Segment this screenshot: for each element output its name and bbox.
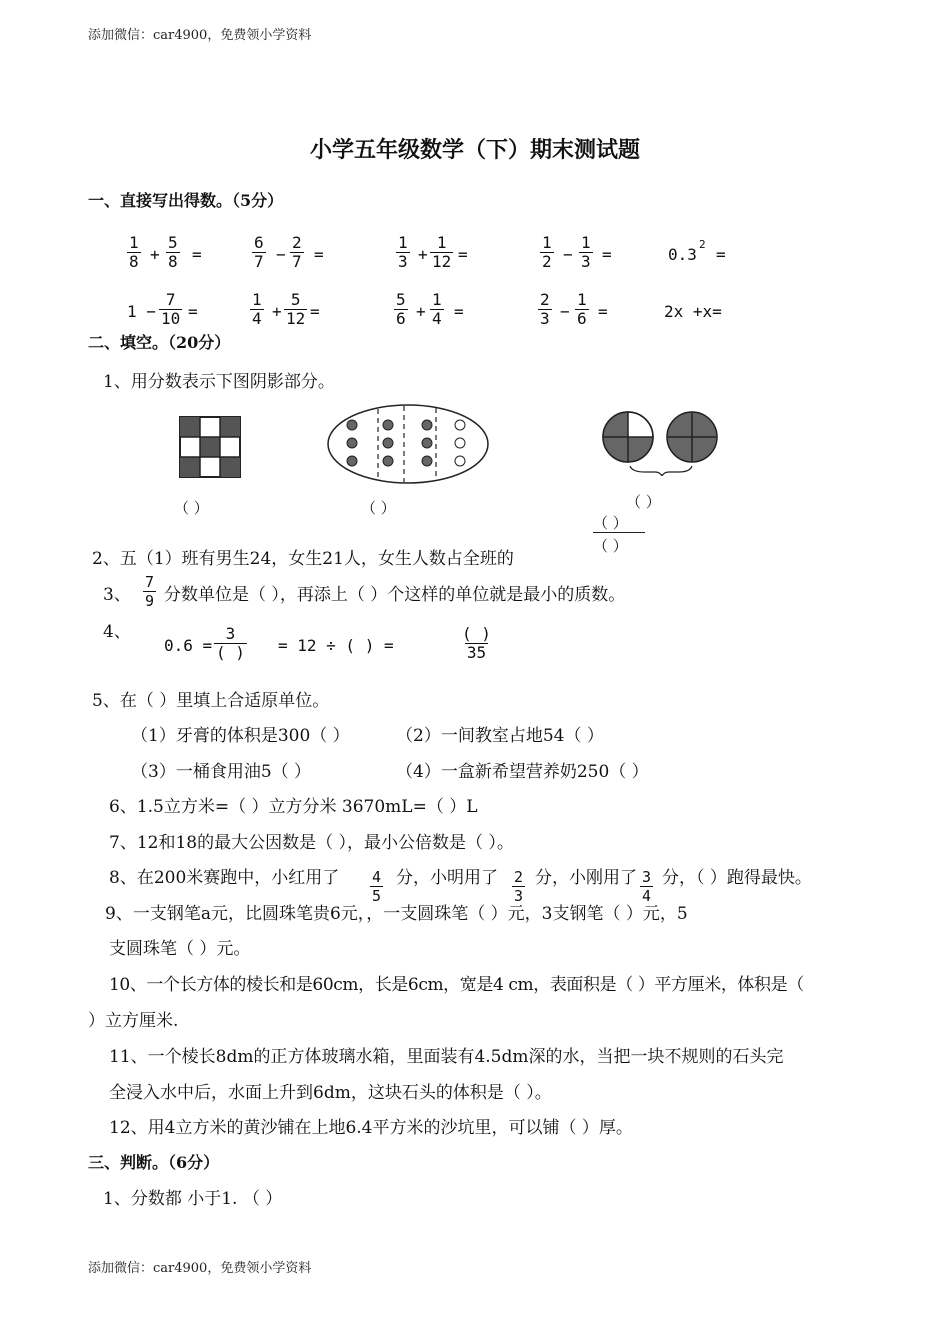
fraction: $\frac{2}{3}$ <box>514 868 524 905</box>
question-2-7: 7、12和18的最大公因数是（ ），最小公倍数是（ ）。 <box>109 833 514 853</box>
section3-heading: 三、判断。（6分） <box>88 1153 220 1172</box>
question-2-10-line2: ）立方厘米. <box>88 1011 179 1031</box>
section2-heading: 二、填空。（20分） <box>88 333 231 352</box>
fraction: $\frac{2}{3}$ <box>540 290 550 328</box>
fraction: $\frac{5}{8}$ <box>168 233 178 271</box>
fraction: $\frac{1}{12}$ <box>432 233 452 271</box>
fraction: $\frac{5}{6}$ <box>396 290 406 328</box>
question-2-9-line1: 9、一支钢笔a元，比圆珠笔贵6元，，一支圆珠笔（ ）元，3支钢笔（ ）元，5 <box>105 904 688 924</box>
fraction: $\frac{1}{2}$ <box>542 233 552 271</box>
fraction: $\frac{4}{5}$ <box>372 868 382 905</box>
header-note: 添加微信：car4900，免费领小学资料 <box>88 28 312 43</box>
q4-middle: = 12 ÷ ( ) = <box>278 636 394 655</box>
question-2-1: 1、用分数表示下图阴影部分。 <box>103 372 335 392</box>
question-2-9-line2: 支圆珠笔（ ）元。 <box>109 939 251 959</box>
question-2-5-4: （4）一盒新希望营养奶250（ ） <box>396 762 649 782</box>
footer-note: 添加微信：car4900，免费领小学资料 <box>88 1261 312 1276</box>
page-title: 小学五年级数学（下）期末测试题 <box>309 137 640 163</box>
fraction: $\frac{1}{8}$ <box>129 233 139 271</box>
question-2-5: 5、在（ ）里填上合适原单位。 <box>92 691 330 711</box>
fraction: $\frac{6}{7}$ <box>254 233 264 271</box>
question-2-11-line1: 11、一个棱长8dm的正方体玻璃水箱，里面装有4.5dm深的水，当把一块不规则的石头完 <box>109 1047 784 1067</box>
fraction-blank-den[interactable]: （ ） <box>593 537 628 555</box>
question-2-5-1: （1）牙膏的体积是300（ ） <box>131 726 350 746</box>
answer-blank[interactable]: （ ） <box>361 499 396 517</box>
fraction: $\frac{7}{9}$ <box>145 573 155 610</box>
two-circles-figure <box>600 408 722 476</box>
answer-blank[interactable]: （ ） <box>626 493 661 511</box>
question-2-3-number: 3、 <box>103 585 131 605</box>
question-2-11-line2: 全浸入水中后，水面上升到6dm，这块石头的体积是（ ）。 <box>109 1083 552 1103</box>
ellipse-dots-figure <box>326 403 490 485</box>
fraction: $\frac{1}{4}$ <box>252 290 262 328</box>
fraction: $\frac{3}{4}$ <box>642 868 652 905</box>
question-2-5-2: （2）一间教室占地54（ ） <box>396 726 604 746</box>
section1-heading: 一、直接写出得数。（5分） <box>88 191 284 210</box>
question-2-12: 12、用4立方米的黄沙铺在上地6.4平方米的沙坑里，可以铺（ ）厚。 <box>109 1118 633 1138</box>
fraction-blank-num[interactable]: （ ） <box>593 514 628 532</box>
question-2-5-3: （3）一桶食用油5（ ） <box>131 762 312 782</box>
question-2-6: 6、1.5立方米=（ ）立方分米 3670mL=（ ）L <box>109 797 478 817</box>
fraction: $\frac{1}{3}$ <box>581 233 591 271</box>
checkerboard-figure <box>179 416 241 478</box>
question-3-1: 1、分数都 小于1. （ ） <box>103 1189 283 1209</box>
answer-blank[interactable]: （ ） <box>174 499 209 517</box>
question-2-2: 2、五（1）班有男生24，女生21人，女生人数占全班的 <box>92 549 514 569</box>
question-2-10-line1: 10、一个长方体的棱长和是60cm，长是6cm，宽是4 cm，表面积是（ ）平方厘米，体积是（ <box>109 975 804 995</box>
fraction: $\frac{7}{10}$ <box>161 290 181 328</box>
question-2-3: 分数单位是（ ），再添上（ ）个这样的单位就是最小的质数。 <box>164 585 626 605</box>
fraction: $\frac{1}{4}$ <box>432 290 442 328</box>
fraction: ( ) 35 <box>462 624 491 662</box>
fraction-bar <box>593 532 645 533</box>
q4-lhs: 0.6 = <box>164 636 213 655</box>
fraction: $\frac{5}{12}$ <box>286 290 306 328</box>
fraction: 3 ( ) <box>216 624 245 662</box>
fraction: $\frac{2}{7}$ <box>292 233 302 271</box>
fraction: $\frac{1}{6}$ <box>577 290 587 328</box>
question-2-4-number: 4、 <box>103 622 131 642</box>
fraction: $\frac{1}{3}$ <box>398 233 408 271</box>
